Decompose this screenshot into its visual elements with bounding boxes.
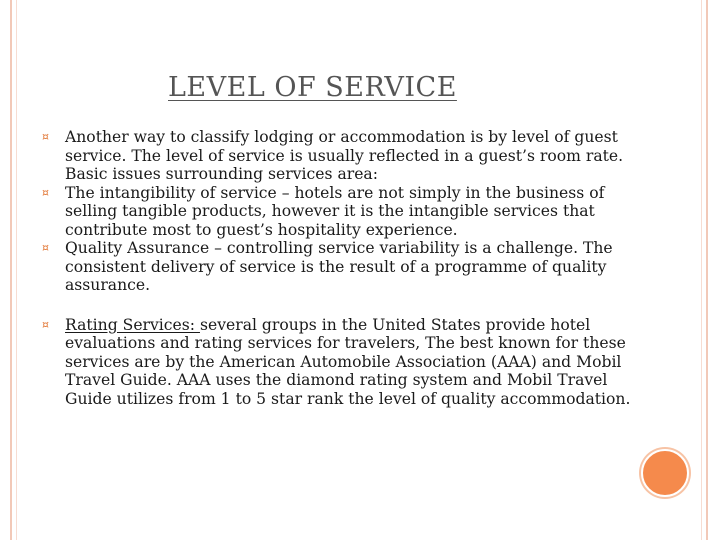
bullet-text: several groups in the United States provide hotel evaluations and rating services for travelers, The best known for these services are by the American Automobile Association (AAA) and Mobil Travel Guide. AAA uses the diamond rating system and Mobil Travel Guide utilizes from 1 to 5 star rank the level of quality accommodation. xyxy=(65,315,631,408)
bullet-lead-text: Rating Services: xyxy=(65,315,200,334)
bullet-text: Another way to classify lodging or accommodation is by level of guest service. The level of service is usually reflected in a guest’s room rate. Basic issues surrounding services area: xyxy=(65,128,624,183)
bullet-item xyxy=(42,316,642,409)
bullet-item xyxy=(42,128,642,184)
bullet-marker-icon: ¤ xyxy=(42,241,49,254)
orange-circle-decoration xyxy=(641,449,689,497)
bullet-marker-icon: ¤ xyxy=(42,317,49,331)
bullet-item xyxy=(42,184,642,240)
bullet-marker-icon: ¤ xyxy=(42,130,49,143)
bullet-text: The intangibility of service – hotels are not simply in the business of selling tangible products, however it is the intangible services that contribute most to guest’s hospitality experience. xyxy=(65,183,605,239)
slide-title: LEVEL OF SERVICE xyxy=(168,72,457,103)
bullet-marker-icon: ¤ xyxy=(42,185,49,199)
bullet-list xyxy=(42,128,642,408)
bullet-item xyxy=(42,239,642,295)
bullet-text: Quality Assurance – controlling service variability is a challenge. The consistent delivery of service is the result of a programme of quality assurance. xyxy=(65,239,613,294)
